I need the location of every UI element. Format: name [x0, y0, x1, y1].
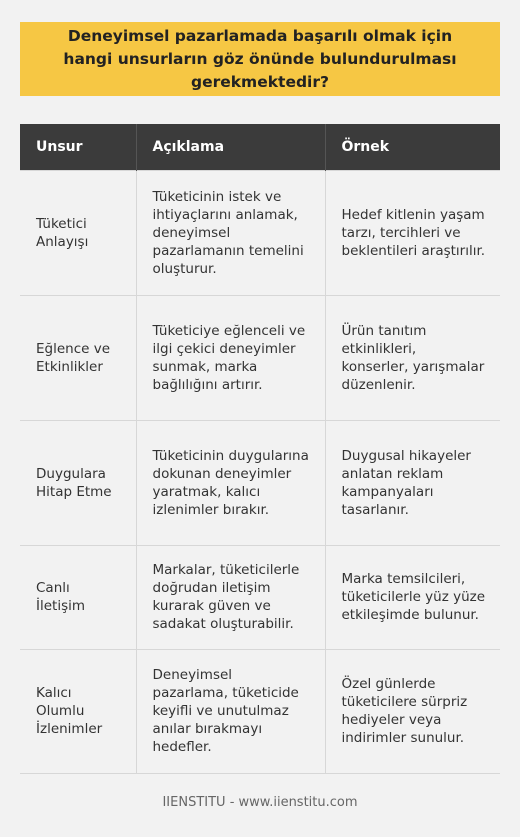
cell-aciklama: Deneyimsel pazarlama, tüketicide keyifli ve unutulmaz anılar bırakmayı hedefler. [136, 649, 325, 773]
cell-ornek: Marka temsilcileri, tüketicilerle yüz yüze etkileşimde bulunur. [325, 545, 500, 649]
cell-unsur: Eğlence ve Etkinlikler [20, 295, 136, 420]
footer-credit: IIENSTITU - www.iienstitu.com [162, 795, 358, 810]
cell-unsur: Kalıcı Olumlu İzlenimler [20, 649, 136, 773]
table-row [20, 295, 500, 420]
cell-ornek: Ürün tanıtım etkinlikleri, konserler, yarışmalar düzenlenir. [325, 295, 500, 420]
table-row [20, 420, 500, 545]
cell-unsur: Duygulara Hitap Etme [20, 420, 136, 545]
cell-ornek: Hedef kitlenin yaşam tarzı, tercihleri ve beklentileri araştırılır. [325, 170, 500, 295]
table-row [20, 170, 500, 295]
cell-aciklama: Tüketiciye eğlenceli ve ilgi çekici deneyimler sunmak, marka bağlılığını artırır. [136, 295, 325, 420]
cell-unsur: Tüketici Anlayışı [20, 170, 136, 295]
table-row [20, 649, 500, 773]
title-banner [20, 22, 500, 96]
cell-aciklama: Markalar, tüketicilerle doğrudan iletişim kurarak güven ve sadakat oluşturabilir. [136, 545, 325, 649]
cell-unsur: Canlı İletişim [20, 545, 136, 649]
table-row [20, 545, 500, 649]
cell-aciklama: Tüketicinin istek ve ihtiyaçlarını anlamak, deneyimsel pazarlamanın temelini oluşturur. [136, 170, 325, 295]
table-header-row [20, 124, 500, 170]
header-ornek: Örnek [325, 124, 500, 170]
header-aciklama: Açıklama [136, 124, 325, 170]
cell-ornek: Duygusal hikayeler anlatan reklam kampanyaları tasarlanır. [325, 420, 500, 545]
cell-aciklama: Tüketicinin duygularına dokunan deneyimler yaratmak, kalıcı izlenimler bırakır. [136, 420, 325, 545]
header-unsur: Unsur [20, 124, 136, 170]
page-title: Deneyimsel pazarlamada başarılı olmak için hangi unsurların göz önünde bulundurulması gerekmektedir? [63, 26, 457, 91]
info-table [20, 124, 500, 774]
cell-ornek: Özel günlerde tüketicilere sürpriz hediyeler veya indirimler sunulur. [325, 649, 500, 773]
